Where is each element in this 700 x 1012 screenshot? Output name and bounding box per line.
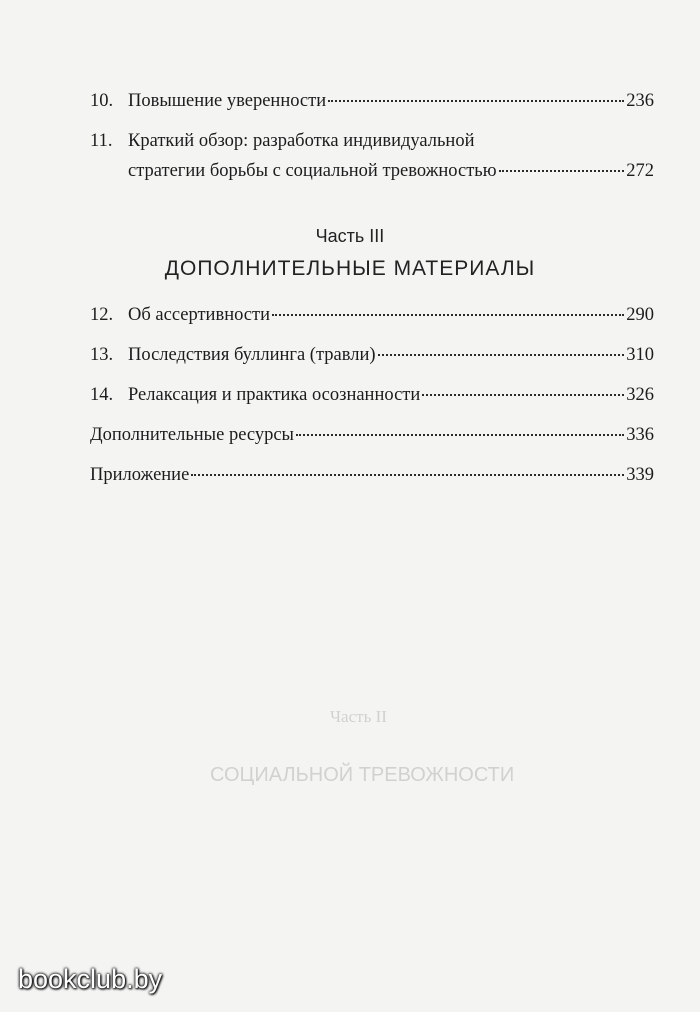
dot-leader <box>499 170 625 172</box>
toc-entry-14[interactable] <box>90 384 654 406</box>
toc-entry-title-line1: Краткий обзор: разработка индивидуальной <box>128 131 475 151</box>
toc-entry-title: Приложение <box>90 465 190 485</box>
toc-entry-number: 12. <box>90 305 114 325</box>
toc-entry-additional-resources[interactable] <box>90 424 654 446</box>
toc-entry-12[interactable] <box>90 304 654 326</box>
toc-entry-11[interactable] <box>90 130 654 152</box>
toc-entry-page: 310 <box>626 345 654 365</box>
site-watermark: bookclub.by <box>18 964 163 994</box>
dot-leader <box>422 394 624 396</box>
toc-entry-title: Релаксация и практика осознанности <box>128 385 421 405</box>
toc-entry-appendix[interactable] <box>90 464 654 486</box>
toc-entry-page: 272 <box>626 161 654 181</box>
toc-entry-page: 236 <box>626 91 654 111</box>
toc-entry-13[interactable] <box>90 344 654 366</box>
toc-entry-number: 14. <box>90 385 114 405</box>
show-through-part-title: СОЦИАЛЬНОЙ ТРЕВОЖНОСТИ <box>210 764 515 786</box>
toc-entry-title: Последствия буллинга (травли) <box>128 345 376 365</box>
dot-leader <box>191 474 624 476</box>
toc-entry-page: 326 <box>626 385 654 405</box>
toc-entry-page: 290 <box>626 305 654 325</box>
toc-entry-page: 336 <box>626 425 654 445</box>
toc-entry-title-line2: стратегии борьбы с социальной тревожностью <box>128 161 497 181</box>
toc-entry-10[interactable] <box>90 90 654 112</box>
dot-leader <box>378 354 625 356</box>
toc-entry-page: 339 <box>626 465 654 485</box>
toc-entry-title: Дополнительные ресурсы <box>90 425 294 445</box>
toc-entry-number: 11. <box>90 131 113 151</box>
dot-leader <box>296 434 624 436</box>
show-through-part-label: Часть II <box>330 707 387 726</box>
part-title: ДОПОЛНИТЕЛЬНЫЕ МАТЕРИАЛЫ <box>164 257 536 280</box>
toc-entry-title: Об ассертивности <box>128 305 271 325</box>
toc-entry-number: 10. <box>90 91 114 111</box>
part-label: Часть III <box>315 226 385 246</box>
toc-entry-title: Повышение уверенности <box>128 91 327 111</box>
dot-leader <box>272 314 624 316</box>
toc-entry-11-continuation[interactable] <box>90 160 654 182</box>
dot-leader <box>328 100 624 102</box>
toc-entry-number: 13. <box>90 345 114 365</box>
